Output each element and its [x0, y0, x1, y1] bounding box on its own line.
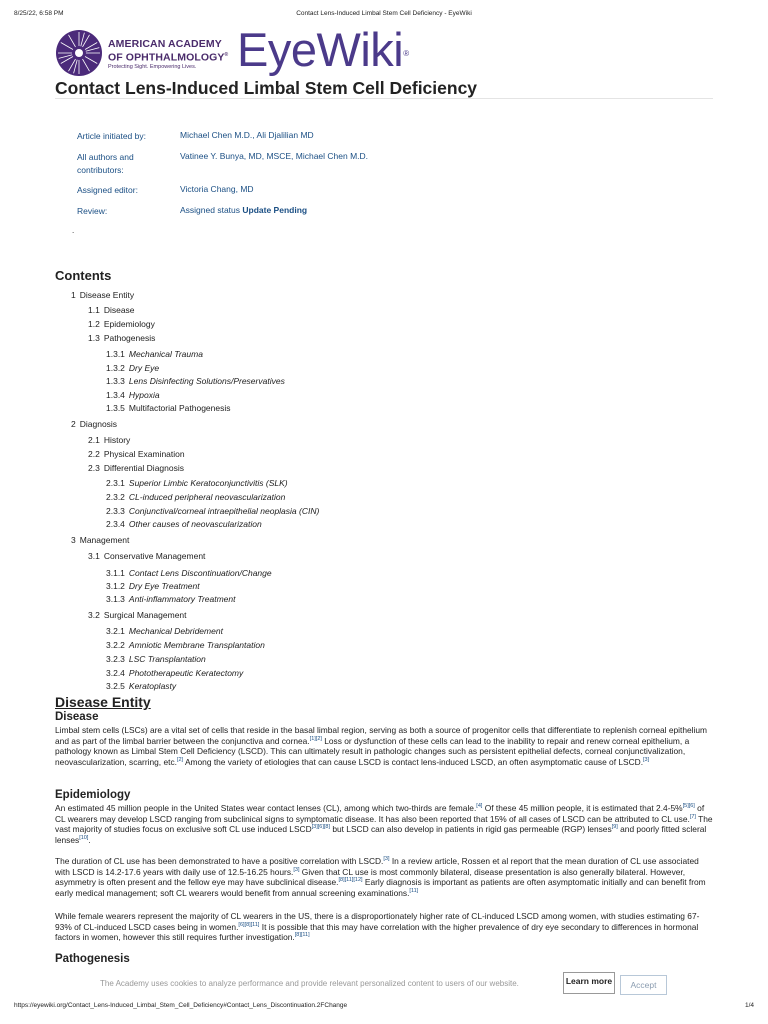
paragraph-epidemiology-2 — [55, 856, 713, 898]
meta-link-editor[interactable]: Victoria Chang, MD — [180, 184, 254, 194]
toc-item[interactable] — [106, 594, 236, 604]
section-epidemiology: Epidemiology — [55, 789, 131, 801]
citation-link[interactable]: [3] — [293, 866, 300, 873]
page-title: Contact Lens-Induced Limbal Stem Cell Deficiency — [55, 78, 478, 98]
toc-item[interactable] — [106, 626, 223, 636]
contents-title: Contents — [55, 268, 112, 283]
toc-number: 1.3.1 — [106, 349, 125, 359]
toc-label: Physical Examination — [103, 449, 185, 459]
toc-label: Superior Limbic Keratoconjunctivitis (SLK) — [128, 478, 288, 488]
toc-item[interactable] — [88, 435, 130, 445]
aao-registered-mark: ® — [224, 52, 229, 58]
toc-item[interactable] — [88, 319, 155, 329]
toc-item[interactable] — [106, 376, 285, 386]
toc-label: Differential Diagnosis — [103, 463, 184, 473]
toc-number: 3.2.3 — [106, 654, 125, 664]
toc-number: 1.1 — [88, 305, 100, 315]
toc-item[interactable] — [106, 568, 272, 578]
toc-item[interactable] — [71, 419, 117, 429]
toc-label: CL-induced peripheral neovascularization — [128, 492, 286, 502]
toc-label: Disease Entity — [79, 290, 135, 300]
citation-link[interactable]: [7] — [689, 813, 696, 820]
cookie-message: The Academy uses cookies to analyze performance and provide relevant personalized content to users of our website. — [100, 979, 519, 988]
print-url: https://eyewiki.org/Contact_Lens-Induced_Limbal_Stem_Cell_Deficiency#Contact_Lens_Discontinuation.2FChange — [14, 1002, 348, 1009]
toc-item[interactable] — [106, 390, 160, 400]
paragraph-text: The duration of CL use has been demonstrated to have a positive correlation with LSCD. — [55, 856, 384, 866]
toc-item[interactable] — [106, 492, 285, 502]
toc-item[interactable] — [106, 668, 243, 678]
toc-item[interactable] — [71, 290, 134, 300]
toc-label: LSC Transplantation — [128, 654, 206, 664]
toc-item[interactable] — [106, 519, 262, 529]
toc-item[interactable] — [71, 535, 129, 545]
paragraph-text: and poorly fitted scleral lenses — [55, 824, 707, 845]
citation-link[interactable]: [9] — [611, 824, 618, 831]
paragraph-text: An estimated 45 million people in the United States wear contact lenses (CL), among which two-thirds are female. — [55, 803, 477, 813]
toc-label: Surgical Management — [103, 610, 187, 620]
paragraph-text: It is possible that this may have correlation with the higher prevalence of dry eye secondary to differences in hormonal factors in women, however this still requires further investigation. — [55, 921, 699, 942]
paragraph-text: Limbal stem cells (LSCs) are a vital set of cells that reside in the basal limbal region, serving as both a source of progenitor cells that differentiate to replenish corneal epithelium and as part of the limbal barrier between the conjunctiva and cornea. — [55, 725, 708, 746]
toc-label: Contact Lens Discontinuation/Change — [128, 568, 272, 578]
paragraph-text: of CL wearers may develop LSCD ranging from subclinical signs to symptomatic disease. It has also been reported that 15% of all cases of LSCD can be attributed to CL use. — [55, 803, 705, 824]
toc-number: 2 — [71, 419, 76, 429]
paragraph-text: In a review article, Rossen et al report that the mean duration of CL use associated with LSCD is 14.2-17.6 years with daily use of 12.5-16.25 hours. — [55, 856, 699, 877]
toc-number: 2.3.2 — [106, 492, 125, 502]
toc-item[interactable] — [106, 654, 206, 664]
stray-dot: . — [72, 226, 75, 235]
toc-item[interactable] — [88, 449, 185, 459]
toc-number: 3.2.1 — [106, 626, 125, 636]
toc-label: Dry Eye — [128, 363, 160, 373]
toc-number: 3 — [71, 535, 76, 545]
section-disease-entity: Disease Entity — [55, 694, 151, 710]
citation-link[interactable]: [3] — [643, 756, 650, 763]
print-date: 8/25/22, 6:58 PM — [14, 10, 64, 17]
toc-number: 2.2 — [88, 449, 100, 459]
toc-number: 2.3 — [88, 463, 100, 473]
aao-tagline: Protecting Sight. Empowering Lives. — [108, 64, 197, 70]
accept-button[interactable]: Accept — [620, 975, 667, 995]
toc-number: 1.3 — [88, 333, 100, 343]
toc-label: Anti-inflammatory Treatment — [128, 594, 236, 604]
toc-label: Pathogenesis — [103, 333, 156, 343]
paragraph-text: While female wearers represent the majority of CL wearers in the US, there is a disproportionately higher rate of CL-induced LSCD among women, with studies estimating 67-93% of CL-induced LSCD cases being in women. — [55, 911, 700, 932]
section-pathogenesis: Pathogenesis — [55, 953, 130, 965]
citation-link[interactable]: [8][11] — [294, 932, 310, 939]
toc-label: Management — [79, 535, 130, 545]
eyewiki-logo[interactable]: EyeWiki® — [237, 23, 409, 76]
toc-item[interactable] — [106, 349, 203, 359]
paragraph-text: Of these 45 million people, it is estimated that 2.4-5% — [482, 803, 683, 813]
toc-number: 3.2.2 — [106, 640, 125, 650]
citation-link[interactable]: [1][2] — [309, 735, 322, 742]
toc-label: Other causes of neovascularization — [128, 519, 262, 529]
toc-item[interactable] — [106, 640, 265, 650]
toc-label: Mechanical Debridement — [128, 626, 223, 636]
print-title: Contact Lens-Induced Limbal Stem Cell Deficiency - EyeWiki — [296, 10, 472, 17]
citation-link[interactable]: [3] — [383, 856, 390, 863]
toc-item[interactable] — [106, 506, 319, 516]
toc-label: Disease — [103, 305, 135, 315]
site-header — [55, 23, 435, 79]
toc-label: Diagnosis — [79, 419, 118, 429]
toc-label: Conjunctival/corneal intraepithelial neoplasia (CIN) — [128, 506, 320, 516]
toc-item[interactable] — [88, 610, 187, 620]
toc-label: Lens Disinfecting Solutions/Preservatives — [128, 376, 285, 386]
toc-number: 1.2 — [88, 319, 100, 329]
paragraph-epidemiology-3 — [55, 911, 713, 943]
toc-item[interactable] — [106, 581, 200, 591]
toc-label: Phototherapeutic Keratectomy — [128, 668, 244, 678]
meta-label: Assigned editor: — [77, 185, 138, 195]
toc-label: Multifactorial Pathogenesis — [128, 403, 231, 413]
toc-item[interactable] — [106, 403, 231, 413]
toc-number: 3.1 — [88, 551, 100, 561]
citation-link[interactable]: [6][8][11] — [238, 921, 260, 928]
toc-item[interactable] — [106, 363, 159, 373]
paragraph-text: The vast majority of studies focus on exclusive soft CL use induced LSCD — [55, 813, 713, 834]
toc-number: 3.1.3 — [106, 594, 125, 604]
toc-number: 1.3.2 — [106, 363, 125, 373]
citation-link[interactable]: [10] — [79, 834, 89, 841]
citation-link[interactable]: [3][6][8] — [311, 824, 331, 831]
toc-item[interactable] — [106, 478, 288, 488]
toc-number: 3.2.4 — [106, 668, 125, 678]
toc-label: Keratoplasty — [128, 681, 177, 691]
cookie-banner — [0, 972, 768, 996]
toc-label: Epidemiology — [103, 319, 155, 329]
toc-item[interactable] — [88, 333, 155, 343]
toc-number: 2.3.1 — [106, 478, 125, 488]
paragraph-text: . — [88, 834, 91, 845]
meta-label: All authors and contributors: — [77, 152, 134, 175]
toc-number: 1 — [71, 290, 76, 300]
citation-link[interactable]: [5][6] — [682, 803, 695, 810]
toc-label: Dry Eye Treatment — [128, 581, 200, 591]
toc-number: 3.2 — [88, 610, 100, 620]
citation-link[interactable]: [11] — [409, 887, 419, 894]
meta-link-initiated[interactable]: Michael Chen M.D., Ali Djalilian MD — [180, 130, 314, 140]
paragraph-disease — [55, 725, 713, 767]
toc-number: 2.1 — [88, 435, 100, 445]
toc-item[interactable] — [88, 463, 184, 473]
toc-number: 1.3.5 — [106, 403, 125, 413]
toc-number: 3.1.2 — [106, 581, 125, 591]
meta-label: Article initiated by: — [77, 131, 146, 141]
print-page-number: 1/4 — [744, 1002, 754, 1009]
toc-item[interactable] — [88, 305, 135, 315]
toc-label: Amniotic Membrane Transplantation — [128, 640, 265, 650]
paragraph-text: Loss or dysfunction of these cells can lead to the inability to repair and renew corneal epithelium, a pathology known as Limbal Stem Cell Deficiency (LSCD). This can ultimately result in pathologic changes such as persistent epithelial defects, corneal conjunctivalization, neovascularization, scarring, etc. — [55, 735, 690, 767]
aao-name: AMERICAN ACADEMY OF OPHTHALMOLOGY® — [108, 38, 229, 64]
citation-link[interactable]: [8][11][12] — [338, 877, 363, 884]
title-divider — [55, 98, 713, 99]
citation-link[interactable]: [4] — [476, 803, 483, 810]
toc-number: 2.3.4 — [106, 519, 125, 529]
paragraph-text: Early diagnosis is important as patients are often asymptomatic initially and can benefit from early medical management; soft CL wearers would benefit from annual screening examinations. — [55, 877, 706, 898]
toc-item[interactable] — [88, 551, 205, 561]
paragraph-text: Among the variety of etiologies that can cause LSCD is contact lens-induced LSCD, an often asymptomatic cause of LSCD. — [183, 756, 644, 767]
toc-label: Hypoxia — [128, 390, 160, 400]
toc-label: History — [103, 435, 131, 445]
toc-label: Mechanical Trauma — [128, 349, 203, 359]
paragraph-epidemiology-1 — [55, 803, 713, 845]
toc-number: 1.3.3 — [106, 376, 125, 386]
toc-label: Conservative Management — [103, 551, 206, 561]
learn-more-button[interactable]: Learn more — [563, 972, 615, 994]
paragraph-text: but LSCD can also develop in patients in rigid gas permeable (RGP) lenses — [330, 824, 612, 834]
meta-label: Review: — [77, 206, 108, 216]
toc-number: 3.2.5 — [106, 681, 125, 691]
eyewiki-registered-mark: ® — [403, 49, 409, 58]
meta-link-authors[interactable]: Vatinee Y. Bunya, MD, MSCE, Michael Chen M.D. — [180, 151, 369, 161]
paragraph-text: Given that CL use is most commonly bilateral, disease presentation is also generally bilateral. However, asymmetry is often present and the fellow eye may have subclinical disease. — [55, 866, 686, 887]
toc-number: 1.3.4 — [106, 390, 125, 400]
citation-link[interactable]: [2] — [176, 756, 184, 763]
aao-logo-icon[interactable] — [55, 29, 103, 77]
toc-number: 3.1.1 — [106, 568, 125, 578]
section-disease: Disease — [55, 711, 99, 723]
toc-item[interactable] — [106, 681, 176, 691]
toc-number: 2.3.3 — [106, 506, 125, 516]
meta-review-value[interactable]: Assigned status Update Pending — [180, 205, 308, 215]
